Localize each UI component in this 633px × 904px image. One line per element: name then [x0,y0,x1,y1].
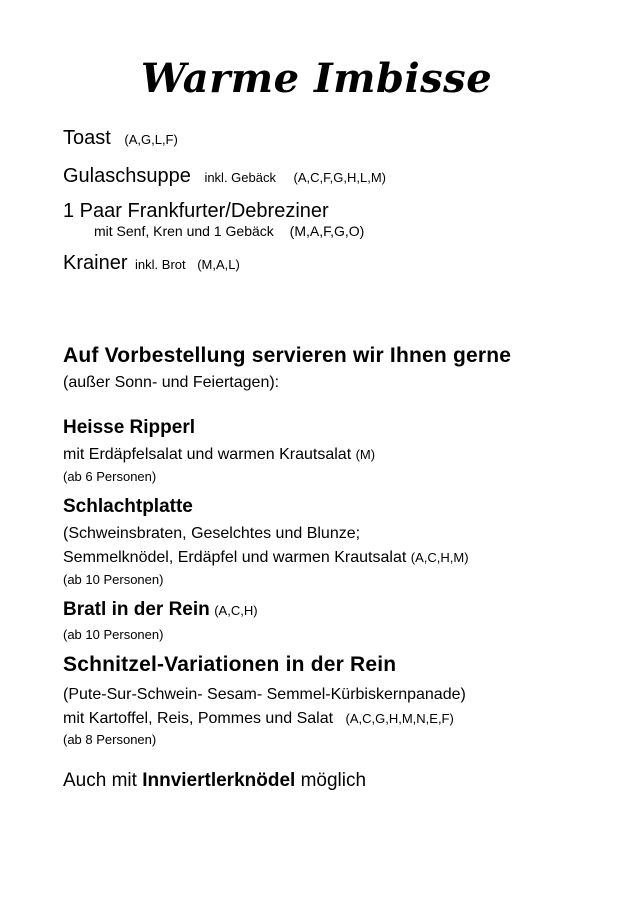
dish-schlachtplatte-name: Schlachtplatte [63,496,193,517]
dish-schlachtplatte-desc1: (Schweinsbraten, Geselchtes und Blunze; [63,525,361,542]
item-name: 1 Paar Frankfurter/Debreziner [63,200,329,222]
dish-allergens: (A,C,G,H,M,N,E,F) [345,711,454,726]
item-allergens: (M,A,F,G,O) [289,223,365,239]
item-allergens: (M,A,L) [197,257,240,272]
item-allergens: (A,C,F,G,H,L,M) [293,170,386,185]
dish-schnitzel-name: Schnitzel-Variationen in der Rein [63,653,397,676]
dish-allergens: (M) [355,447,376,462]
menu-item-toast [63,127,178,150]
dish-name: Bratl in der Rein [63,599,210,620]
item-name: Krainer [63,252,128,274]
dish-allergens: (A,C,H) [214,603,258,618]
preorder-heading: Auf Vorbestellung servieren wir Ihnen gerne [63,344,512,367]
menu-item-frankfurter-sub [94,223,364,239]
dish-ripperl-persons: (ab 6 Personen) [63,469,157,484]
dish-schlachtplatte-persons: (ab 10 Personen) [63,572,164,587]
item-extra: inkl. Gebäck [204,170,276,185]
item-sub: mit Senf, Kren und 1 Gebäck [94,223,274,239]
menu-item-frankfurter [63,200,329,223]
dish-bratl [63,599,258,621]
menu-item-krainer [63,252,240,275]
dish-ripperl-desc [63,446,375,464]
dish-desc: mit Kartoffel, Reis, Pommes und Salat [63,710,334,727]
dish-schlachtplatte-desc2 [63,549,469,567]
menu-item-gulaschsuppe [63,165,386,188]
item-name: Gulaschsuppe [63,165,191,187]
dish-desc: Semmelknödel, Erdäpfel und warmen Krautsalat [63,549,407,566]
footer-note [63,770,366,792]
footer-suffix: möglich [300,770,367,791]
dish-allergens: (A,C,H,M) [410,550,469,565]
dish-schnitzel-persons: (ab 8 Personen) [63,732,157,747]
item-name: Toast [63,127,111,149]
item-extra: inkl. Brot [135,257,186,272]
footer-prefix: Auch mit [63,770,137,791]
preorder-subheading: (außer Sonn- und Feiertagen): [63,374,280,391]
dish-schnitzel-desc2 [63,710,454,728]
dish-bratl-persons: (ab 10 Personen) [63,627,164,642]
dish-ripperl-name: Heisse Ripperl [63,417,195,438]
footer-highlight: Innviertlerknödel [142,770,296,791]
dish-desc: mit Erdäpfelsalat und warmen Krautsalat [63,446,352,463]
page-title: Warme Imbisse [140,55,493,102]
item-allergens: (A,G,L,F) [124,132,178,147]
dish-schnitzel-desc1: (Pute-Sur-Schwein- Sesam- Semmel-Kürbiskernpanade) [63,686,466,703]
